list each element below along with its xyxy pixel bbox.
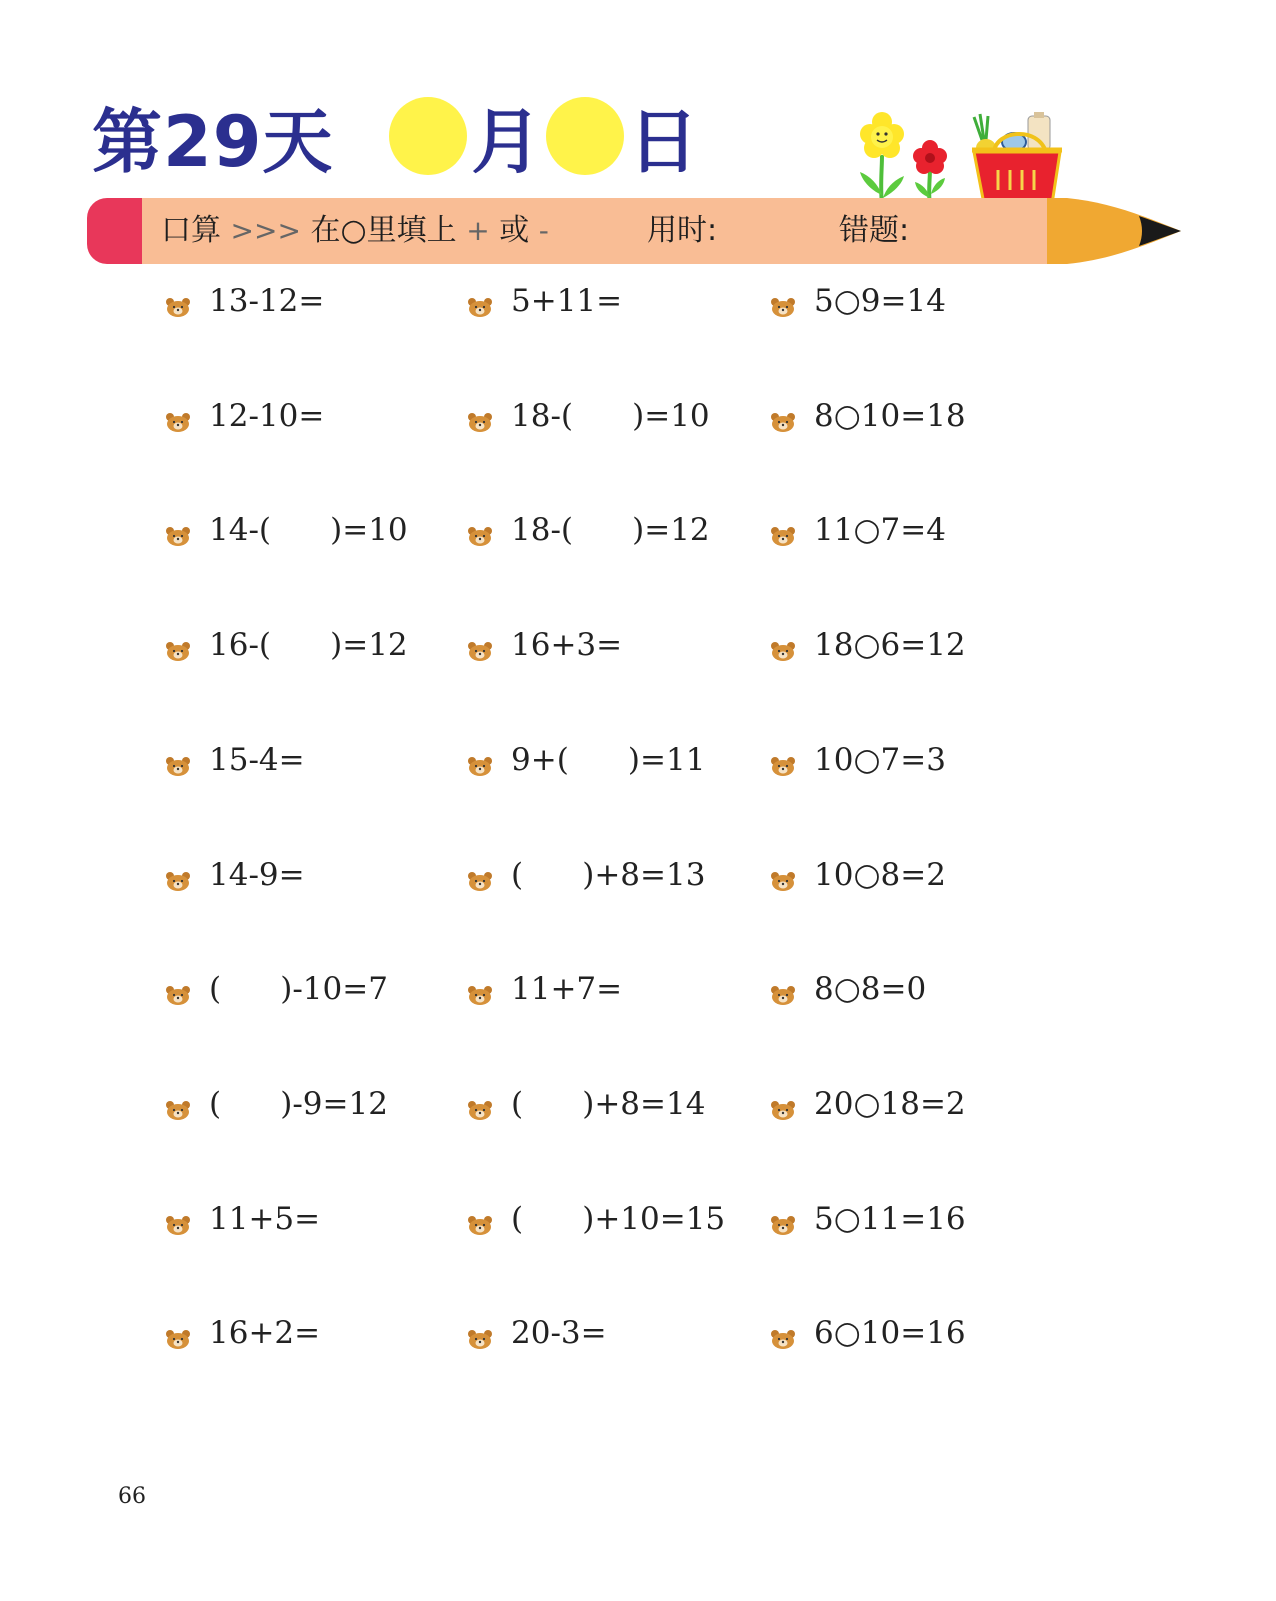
- problem-text[interactable]: 11○7=4: [814, 512, 946, 549]
- shopping-basket-icon: [968, 112, 1068, 210]
- bear-icon: [467, 405, 493, 427]
- problem-item: [165, 391, 324, 441]
- problem-text[interactable]: 18○6=12: [814, 627, 966, 664]
- problem-item: [165, 735, 305, 785]
- problem-item: [165, 505, 408, 555]
- or-label: 或: [499, 213, 530, 248]
- bear-icon: [165, 749, 191, 771]
- problem-item: [770, 1308, 966, 1358]
- problem-item: [467, 1079, 705, 1129]
- problem-item: [165, 850, 305, 900]
- bear-icon: [165, 634, 191, 656]
- plus-label: +: [466, 214, 490, 247]
- arrows-label: >>>: [230, 214, 301, 247]
- bear-icon: [770, 519, 796, 541]
- date-label: 日: [628, 100, 700, 183]
- bear-icon: [165, 1322, 191, 1344]
- banner-instruction: [161, 198, 549, 264]
- bear-icon: [770, 1093, 796, 1115]
- time-label[interactable]: 用时:: [647, 213, 718, 248]
- problem-text[interactable]: 16+2=: [209, 1315, 321, 1352]
- problem-item: [165, 1308, 320, 1358]
- errors-label[interactable]: 错题:: [839, 213, 910, 248]
- problem-text[interactable]: 5○11=16: [814, 1200, 966, 1237]
- problem-item: [467, 505, 710, 555]
- problem-text[interactable]: 8○8=0: [814, 971, 927, 1008]
- problem-text[interactable]: 18-( )=12: [511, 512, 710, 549]
- problem-text[interactable]: 11+5=: [209, 1200, 321, 1237]
- problem-item: [770, 391, 966, 441]
- bear-icon: [467, 1322, 493, 1344]
- problem-text[interactable]: 13-12=: [209, 283, 325, 319]
- problem-item: [770, 964, 926, 1014]
- bear-icon: [770, 1322, 796, 1344]
- bear-icon: [770, 978, 796, 1000]
- problem-text[interactable]: ( )+10=15: [511, 1200, 726, 1237]
- bear-icon: [467, 1208, 493, 1230]
- bear-icon: [770, 864, 796, 886]
- date-blank-dot[interactable]: [546, 97, 624, 175]
- problem-text[interactable]: 16+3=: [511, 627, 623, 664]
- problem-item: [467, 1194, 725, 1244]
- problem-item: [467, 735, 705, 785]
- problem-text[interactable]: 11+7=: [511, 971, 623, 1008]
- problem-item: [165, 1194, 320, 1244]
- problem-item: [467, 276, 622, 326]
- bear-icon: [467, 1093, 493, 1115]
- problem-text[interactable]: ( )+8=13: [511, 856, 706, 893]
- problem-text[interactable]: ( )+8=14: [511, 1085, 706, 1122]
- problem-item: [770, 1079, 966, 1129]
- bear-icon: [467, 634, 493, 656]
- problem-text[interactable]: ( )-10=7: [209, 971, 388, 1008]
- problem-item: [770, 505, 946, 555]
- problem-text[interactable]: 10○7=3: [814, 741, 946, 778]
- problem-text[interactable]: 14-9=: [209, 856, 305, 893]
- problem-text[interactable]: 5+11=: [511, 283, 623, 319]
- problem-item: [467, 850, 705, 900]
- page-number: 66: [118, 1484, 146, 1509]
- bear-icon: [165, 864, 191, 886]
- bear-icon: [770, 290, 796, 312]
- problem-text[interactable]: 16-( )=12: [209, 627, 408, 664]
- problem-item: [770, 276, 946, 326]
- problem-item: [165, 620, 408, 670]
- problem-item: [770, 1194, 966, 1244]
- problem-item: [165, 964, 388, 1014]
- bear-icon: [165, 978, 191, 1000]
- problem-text[interactable]: 8○10=18: [814, 397, 966, 434]
- problem-item: [467, 391, 710, 441]
- problem-text[interactable]: 5○9=14: [814, 283, 946, 319]
- section-label: 口算: [161, 213, 221, 248]
- bear-icon: [467, 290, 493, 312]
- problem-text[interactable]: 18-( )=10: [511, 397, 710, 434]
- problem-item: [770, 850, 946, 900]
- minus-label: -: [538, 214, 549, 247]
- month-label: 月: [471, 100, 543, 183]
- bear-icon: [770, 749, 796, 771]
- problem-item: [467, 620, 622, 670]
- problem-text[interactable]: ( )-9=12: [209, 1085, 388, 1122]
- problem-item: [467, 1308, 607, 1358]
- problem-text[interactable]: 20-3=: [511, 1315, 607, 1352]
- day-label: 第29天: [92, 100, 334, 183]
- problem-text[interactable]: 10○8=2: [814, 856, 946, 893]
- flowers-icon: [852, 110, 952, 210]
- problem-text[interactable]: 12-10=: [209, 397, 325, 434]
- pencil-eraser: [87, 198, 142, 264]
- problem-text[interactable]: 20○18=2: [814, 1085, 966, 1122]
- pencil-banner: [87, 198, 1181, 264]
- bear-icon: [467, 519, 493, 541]
- bear-icon: [770, 405, 796, 427]
- bear-icon: [467, 749, 493, 771]
- instruction-label: 在○里填上: [310, 213, 457, 248]
- problem-item: [770, 620, 966, 670]
- month-blank-dot[interactable]: [389, 97, 467, 175]
- problem-item: [165, 1079, 388, 1129]
- bear-icon: [770, 634, 796, 656]
- bear-icon: [770, 1208, 796, 1230]
- problem-item: [770, 735, 946, 785]
- bear-icon: [165, 290, 191, 312]
- bear-icon: [467, 978, 493, 1000]
- problem-text[interactable]: 6○10=16: [814, 1315, 966, 1352]
- page-title: [92, 96, 700, 183]
- bear-icon: [165, 519, 191, 541]
- problem-text[interactable]: 14-( )=10: [209, 512, 408, 549]
- bear-icon: [467, 864, 493, 886]
- bear-icon: [165, 405, 191, 427]
- bear-icon: [165, 1208, 191, 1230]
- bear-icon: [165, 1093, 191, 1115]
- problem-text[interactable]: 9+( )=11: [511, 741, 706, 778]
- pencil-tip-icon: [1047, 198, 1181, 264]
- problem-item: [467, 964, 622, 1014]
- problem-text[interactable]: 15-4=: [209, 741, 305, 778]
- problem-item: [165, 276, 324, 326]
